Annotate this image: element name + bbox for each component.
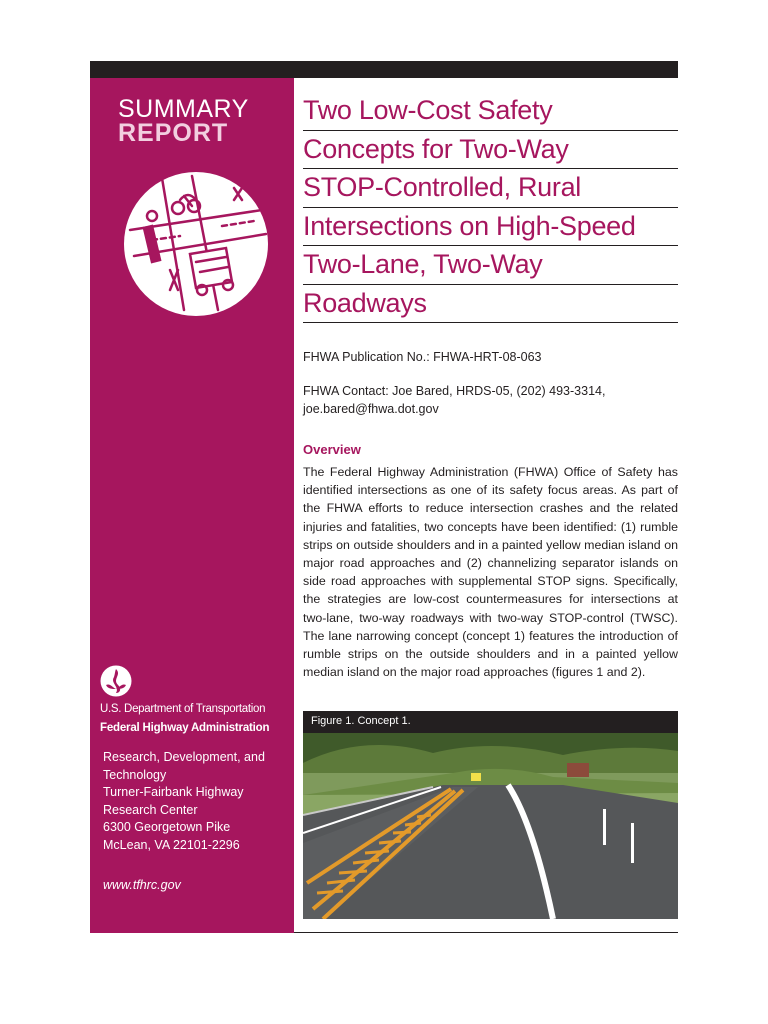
title-line: STOP-Controlled, Rural bbox=[303, 169, 678, 208]
address-line: McLean, VA 22101-2296 bbox=[103, 837, 240, 852]
figure-caption: Figure 1. Concept 1. bbox=[311, 715, 411, 727]
overview-heading: Overview bbox=[303, 442, 361, 457]
title-line: Roadways bbox=[303, 285, 678, 324]
intersection-logo-icon bbox=[122, 170, 270, 318]
overview-body: The Federal Highway Administration (FHWA) Office of Safety has identified intersections as one of its safety focus areas. As part of the FHWA efforts to reduce intersection crashes and the related injuries and fatalities, two concepts have been identified: (1) rumble strips on outside shoulders and in a painted yellow median island on major road approaches and (2) channelizing separator islands on side road approaches with supplemental STOP signs. Specifically, the strategies are low-cost countermeasures for intersections at two-lane, two-way roadways with two-way STOP-control (TWSC). The lane narrowing concept (concept 1) features the introduction of rumble strips on the outside shoulders and in a painted yellow median island on the major road approaches (figures 1 and 2). bbox=[303, 465, 678, 680]
usdot-label: U.S. Department of Transportation bbox=[100, 703, 266, 715]
contact-line: FHWA Contact: Joe Bared, HRDS-05, (202) 493-3314, bbox=[303, 384, 606, 398]
title-line: Intersections on High-Speed bbox=[303, 208, 678, 247]
sidebar bbox=[90, 78, 294, 933]
contact-email[interactable]: joe.bared@fhwa.dot.gov bbox=[303, 402, 439, 416]
address-line: Technology bbox=[103, 767, 167, 782]
dot-emblem-icon bbox=[100, 665, 132, 697]
title-line: Two Low-Cost Safety bbox=[303, 92, 678, 131]
fhwa-label: Federal Highway Administration bbox=[100, 722, 270, 734]
address-line: 6300 Georgetown Pike bbox=[103, 820, 231, 834]
summary-word: SUMMARY bbox=[118, 95, 249, 123]
address-line: Turner-Fairbank Highway bbox=[103, 785, 244, 799]
road-photo bbox=[303, 733, 678, 919]
address-block bbox=[103, 749, 288, 854]
website-link[interactable]: www.tfhrc.gov bbox=[103, 878, 181, 892]
report-title bbox=[303, 92, 678, 323]
title-line: Concepts for Two-Way bbox=[303, 131, 678, 170]
publication-number: FHWA Publication No.: FHWA-HRT-08-063 bbox=[303, 350, 542, 364]
contact-info bbox=[303, 382, 678, 418]
figure-1 bbox=[303, 711, 678, 919]
address-line: Research Center bbox=[103, 802, 198, 817]
bottom-rule bbox=[294, 932, 678, 933]
address-line: Research, Development, and bbox=[103, 750, 265, 764]
report-word: REPORT bbox=[118, 119, 229, 147]
top-black-bar bbox=[90, 61, 678, 78]
title-line: Two-Lane, Two-Way bbox=[303, 246, 678, 285]
